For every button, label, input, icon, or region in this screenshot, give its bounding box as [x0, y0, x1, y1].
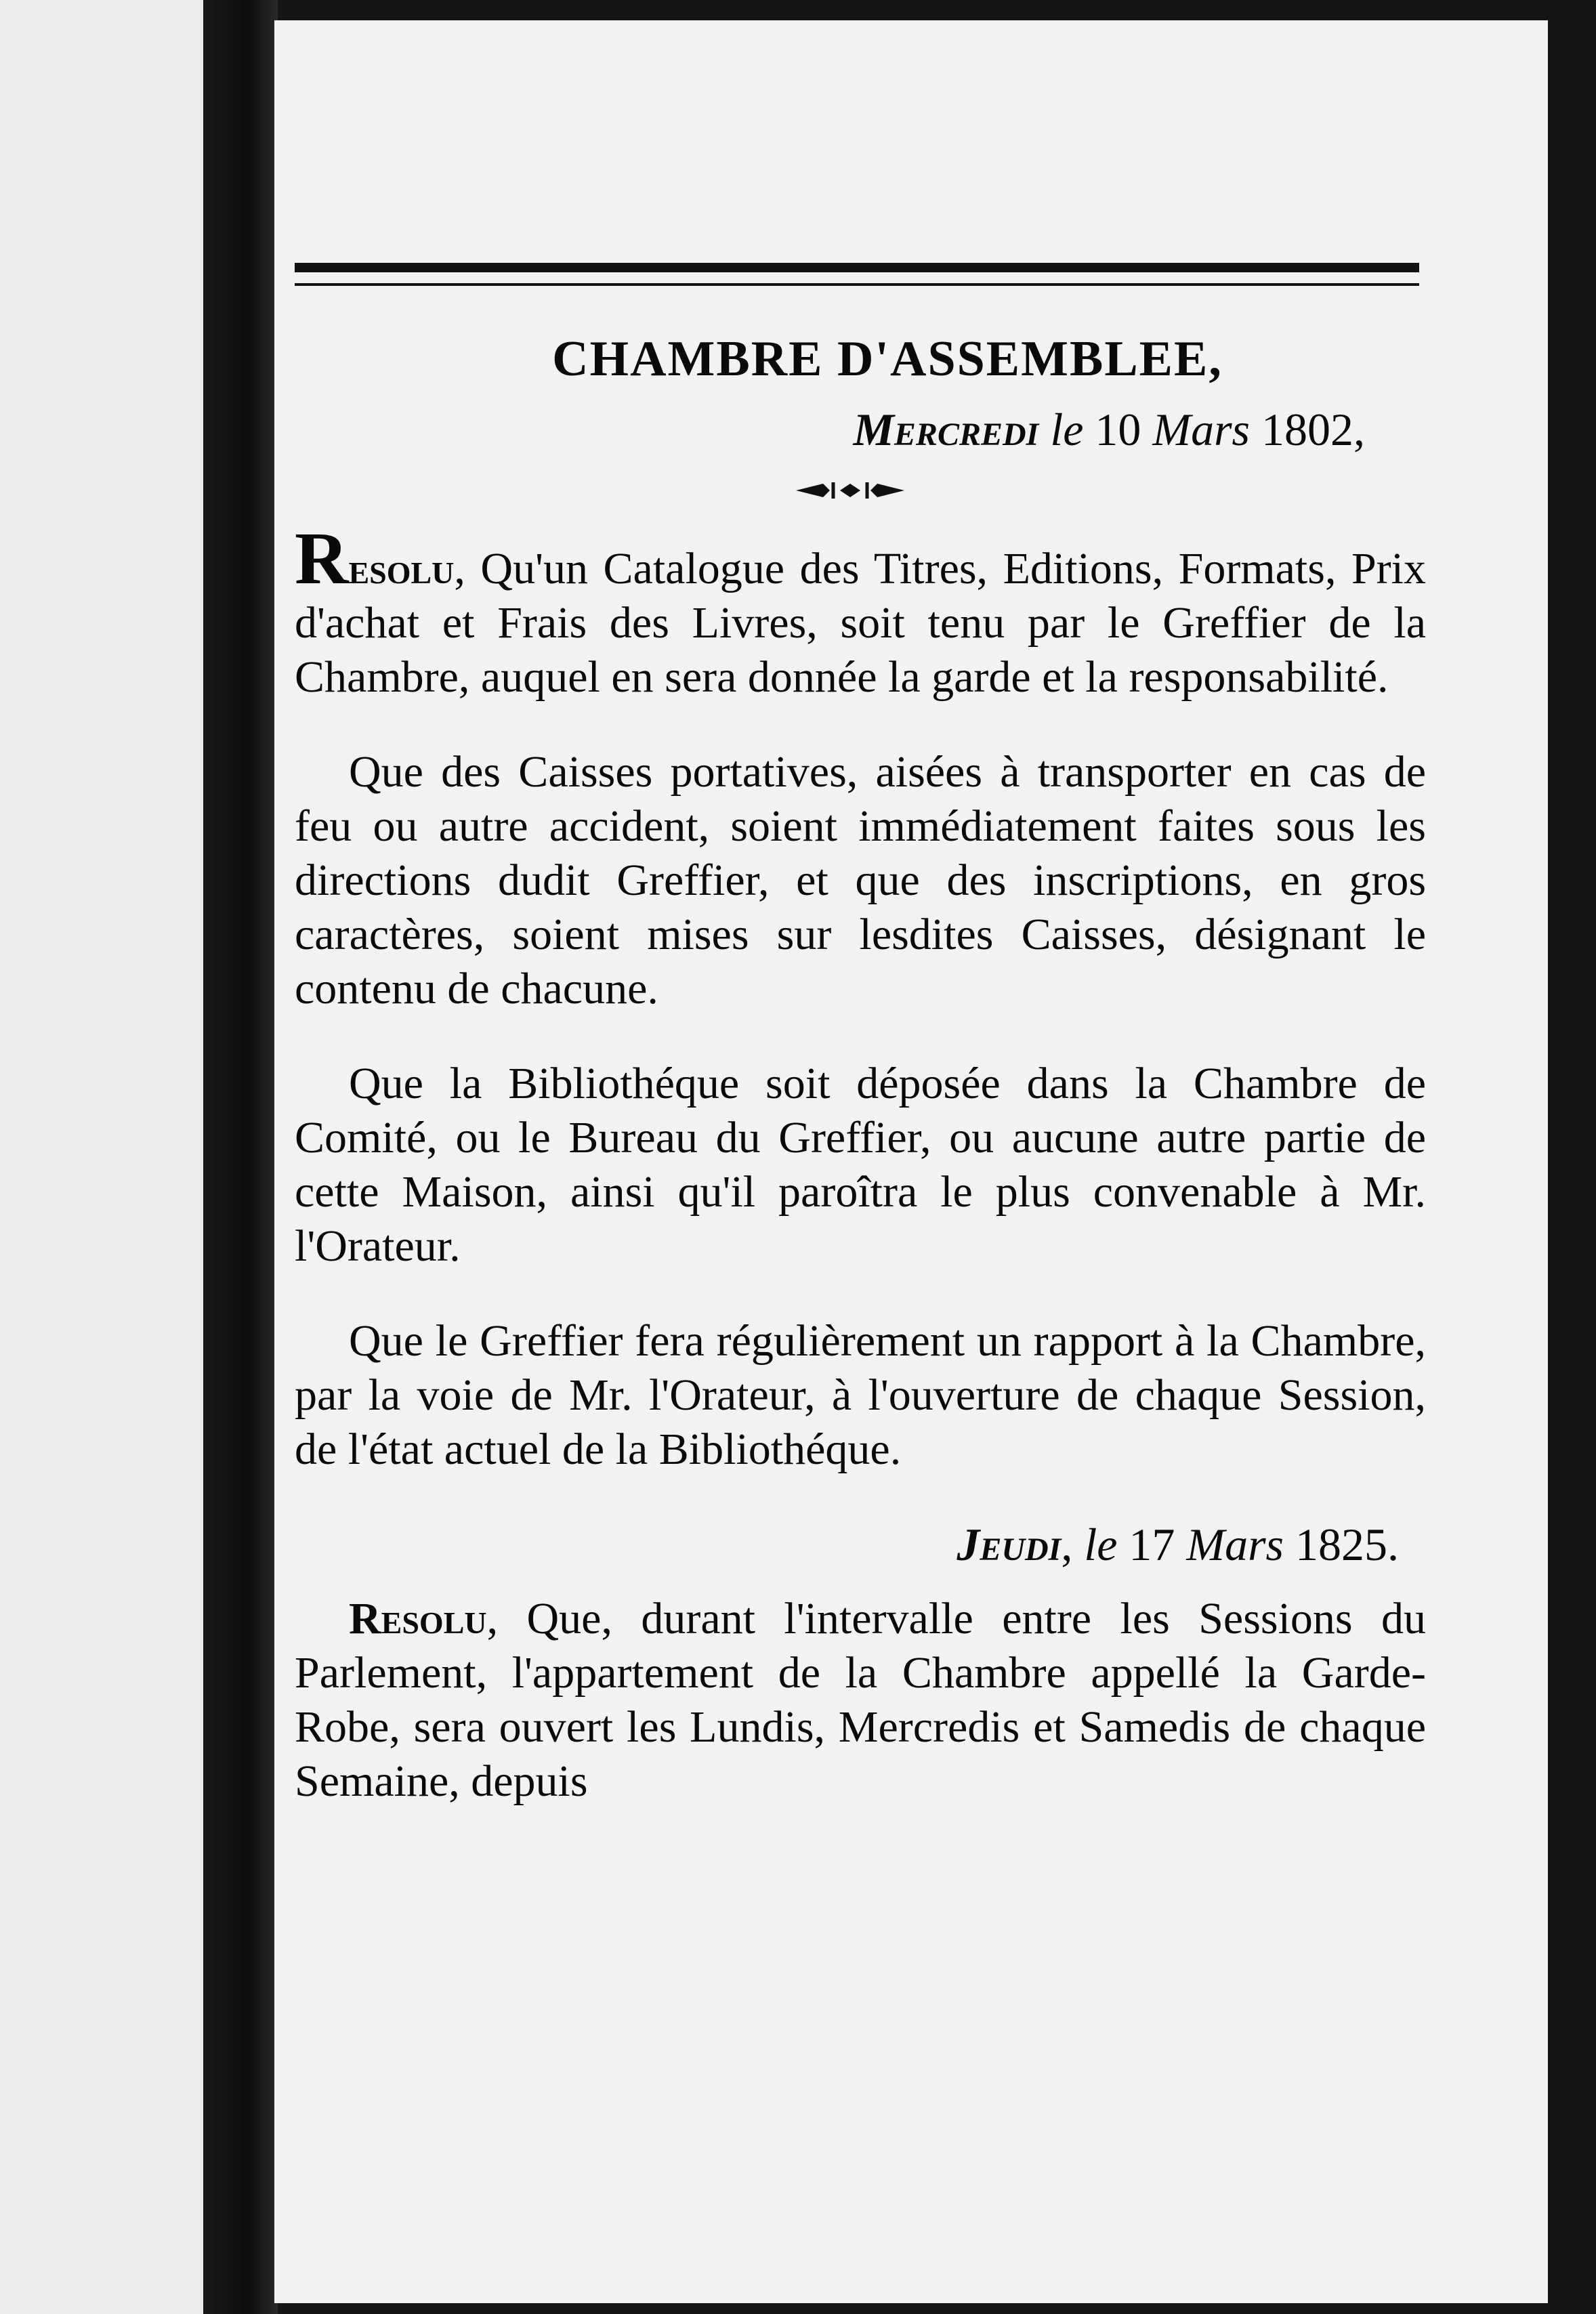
date2-month: Mars: [1186, 1519, 1284, 1570]
paragraph-1-text: , Qu'un Catalogue des Titres, Editions, Formats, Prix d'achat et Frais des Livres, soit tenu par le Greffier de la Chambre, auquel en sera donnée la garde et la responsabilité.: [295, 544, 1426, 702]
paragraph-5: [295, 1592, 1426, 1809]
paragraph-2: Que des Caisses portatives, aisées à transporter en cas de feu ou autre accident, soient immédiatement faites sous les directions dudit Greffier, et que des inscriptions, en gros caractères, soient mises sur lesdites Caisses, désignant le contenu de chacune.: [295, 747, 1426, 1013]
date2-sep: ,: [1061, 1519, 1085, 1570]
book-spine-shadow: [203, 0, 278, 2314]
date1-day: 10: [1095, 404, 1141, 455]
paragraph-1: [295, 517, 1426, 704]
paragraph-5-text: , Que, durant l'intervalle entre les Sessions du Parlement, l'appartement de la Chambre appellé la Garde-Robe, sera ouvert les Lundis, Mercredis et Samedis de chaque Semaine, depuis: [295, 1594, 1426, 1806]
date2-year: 1825.: [1295, 1519, 1399, 1570]
header-rule-thick: [295, 263, 1419, 272]
date1-le: le: [1050, 404, 1084, 455]
ornament-divider-icon: [694, 477, 979, 504]
document-page: [274, 20, 1548, 2303]
date-line-1: [295, 402, 1426, 457]
date-line-2: [295, 1517, 1426, 1572]
date1-year: 1802,: [1261, 404, 1365, 455]
page-text: [295, 332, 1426, 1849]
page-heading: CHAMBRE D'ASSEMBLEE,: [552, 331, 1223, 387]
paragraph-1-lead: esolu: [348, 544, 455, 593]
paragraph-3: Que la Bibliothéque soit déposée dans la Chambre de Comité, ou le Bureau du Greffier, ou aucune autre partie de cette Maison, ainsi qu'il paroîtra le plus convenable à Mr. l'Orateur.: [295, 1059, 1426, 1271]
date2-le: le: [1084, 1519, 1118, 1570]
drop-cap: R: [295, 517, 349, 599]
date2-weekday: Jeudi: [957, 1519, 1062, 1570]
left-page-edge: [0, 0, 203, 2314]
date1-weekday: Mercredi: [853, 404, 1039, 455]
header-rule-thin: [295, 283, 1419, 286]
date2-day: 17: [1129, 1519, 1175, 1570]
date1-month: Mars: [1152, 404, 1250, 455]
paragraph-4: Que le Greffier fera régulièrement un rapport à la Chambre, par la voie de Mr. l'Orateur, à l'ouverture de chaque Session, de l'état actuel de la Bibliothéque.: [295, 1316, 1426, 1474]
paragraph-5-lead: Resolu: [349, 1594, 487, 1643]
